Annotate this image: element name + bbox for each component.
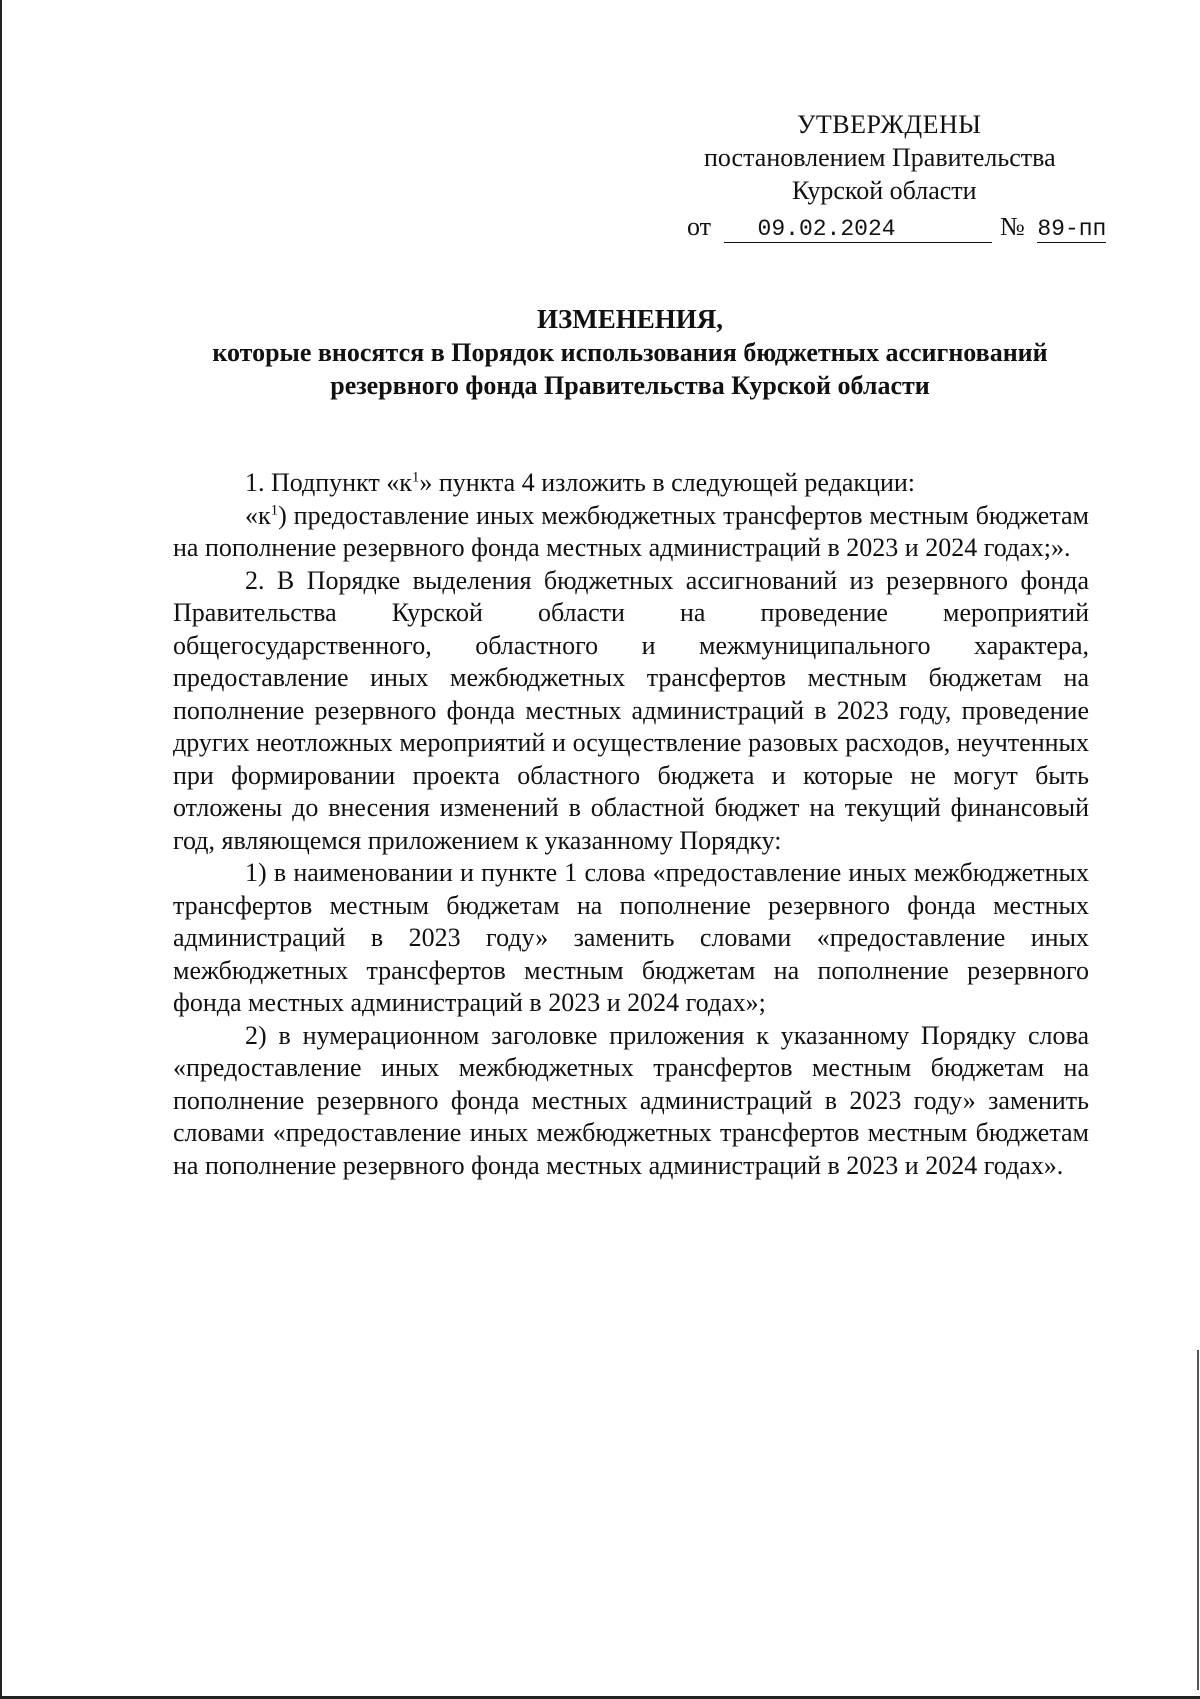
paragraph-1-post: » пункта 4 изложить в следующей редакции: bbox=[419, 468, 915, 497]
document-body bbox=[173, 467, 1089, 1182]
approval-title: УТВЕРЖДЕНЫ bbox=[797, 110, 982, 139]
paragraph-1-pre: 1. Подпункт «к bbox=[245, 468, 412, 497]
scan-edge-left bbox=[0, 0, 2, 1699]
approval-number-label: № bbox=[1000, 212, 1025, 241]
document-heading bbox=[150, 303, 1110, 402]
heading-subtitle-line1: которые вносятся в Порядок использования бюджетных ассигнований bbox=[212, 338, 1048, 367]
heading-title: ИЗМЕНЕНИЯ, bbox=[536, 304, 723, 334]
heading-subtitle-line2: резервного фонда Правительства Курской области bbox=[330, 371, 930, 400]
approval-number: 89-пп bbox=[1037, 216, 1107, 242]
paragraph-5: 2) в нумерационном заголовке приложения к указанному Порядку слова «предоставление иных межбюджетных трансфертов местным бюджетам на пополнение резервного фонда местных администраций в 2023 году» заменить словами «предоставление иных межбюджетных трансфертов местным бюджетам на пополнение резервного фонда местных администраций в 2023 и 2024 годах». bbox=[173, 1020, 1089, 1180]
approval-date-row bbox=[687, 210, 1106, 243]
paragraph-2-superscript: 1 bbox=[270, 501, 279, 518]
approval-date: 09.02.2024 bbox=[724, 216, 992, 243]
paragraph-2-post: ) предоставление иных межбюджетных трансфертов местным бюджетам на пополнение резервного фонда местных администраций в 2023 и 2024 годах;». bbox=[173, 500, 1089, 562]
approval-block bbox=[680, 108, 1120, 240]
approval-region: Курской области bbox=[792, 176, 977, 205]
paragraph-1 bbox=[173, 467, 1089, 500]
approval-from-label: от bbox=[687, 212, 712, 241]
scan-edge-right bbox=[1197, 1350, 1199, 1690]
paragraph-4: 1) в наименовании и пункте 1 слова «предоставление иных межбюджетных трансфертов местным бюджетам на пополнение резервного фонда местных администраций в 2023 году» заменить словами «предоставление иных межбюджетных трансфертов местным бюджетам на пополнение резервного фонда местных администраций в 2023 и 2024 годах»; bbox=[173, 858, 1089, 1017]
paragraph-3: 2. В Порядке выделения бюджетных ассигнований из резервного фонда Правительства Курской области на проведение мероприятий общегосударственного, областного и межмуниципального характера, предоставление иных межбюджетных трансфертов местным бюджетам на пополнение резервного фонда местных администраций в 2023 году, проведение других неотложных мероприятий и осуществление разовых расходов, неучтенных при формировании проекта областного бюджета и которые не могут быть отложены до внесения изменений в областной бюджет на текущий финансовый год, являющемся приложением к указанному Порядку: bbox=[173, 565, 1089, 855]
paragraph-2-pre: «к bbox=[245, 500, 271, 530]
paragraph-2 bbox=[173, 500, 1089, 565]
paragraph-1-superscript: 1 bbox=[411, 469, 420, 486]
approval-authority: постановлением Правительства bbox=[704, 143, 1056, 172]
